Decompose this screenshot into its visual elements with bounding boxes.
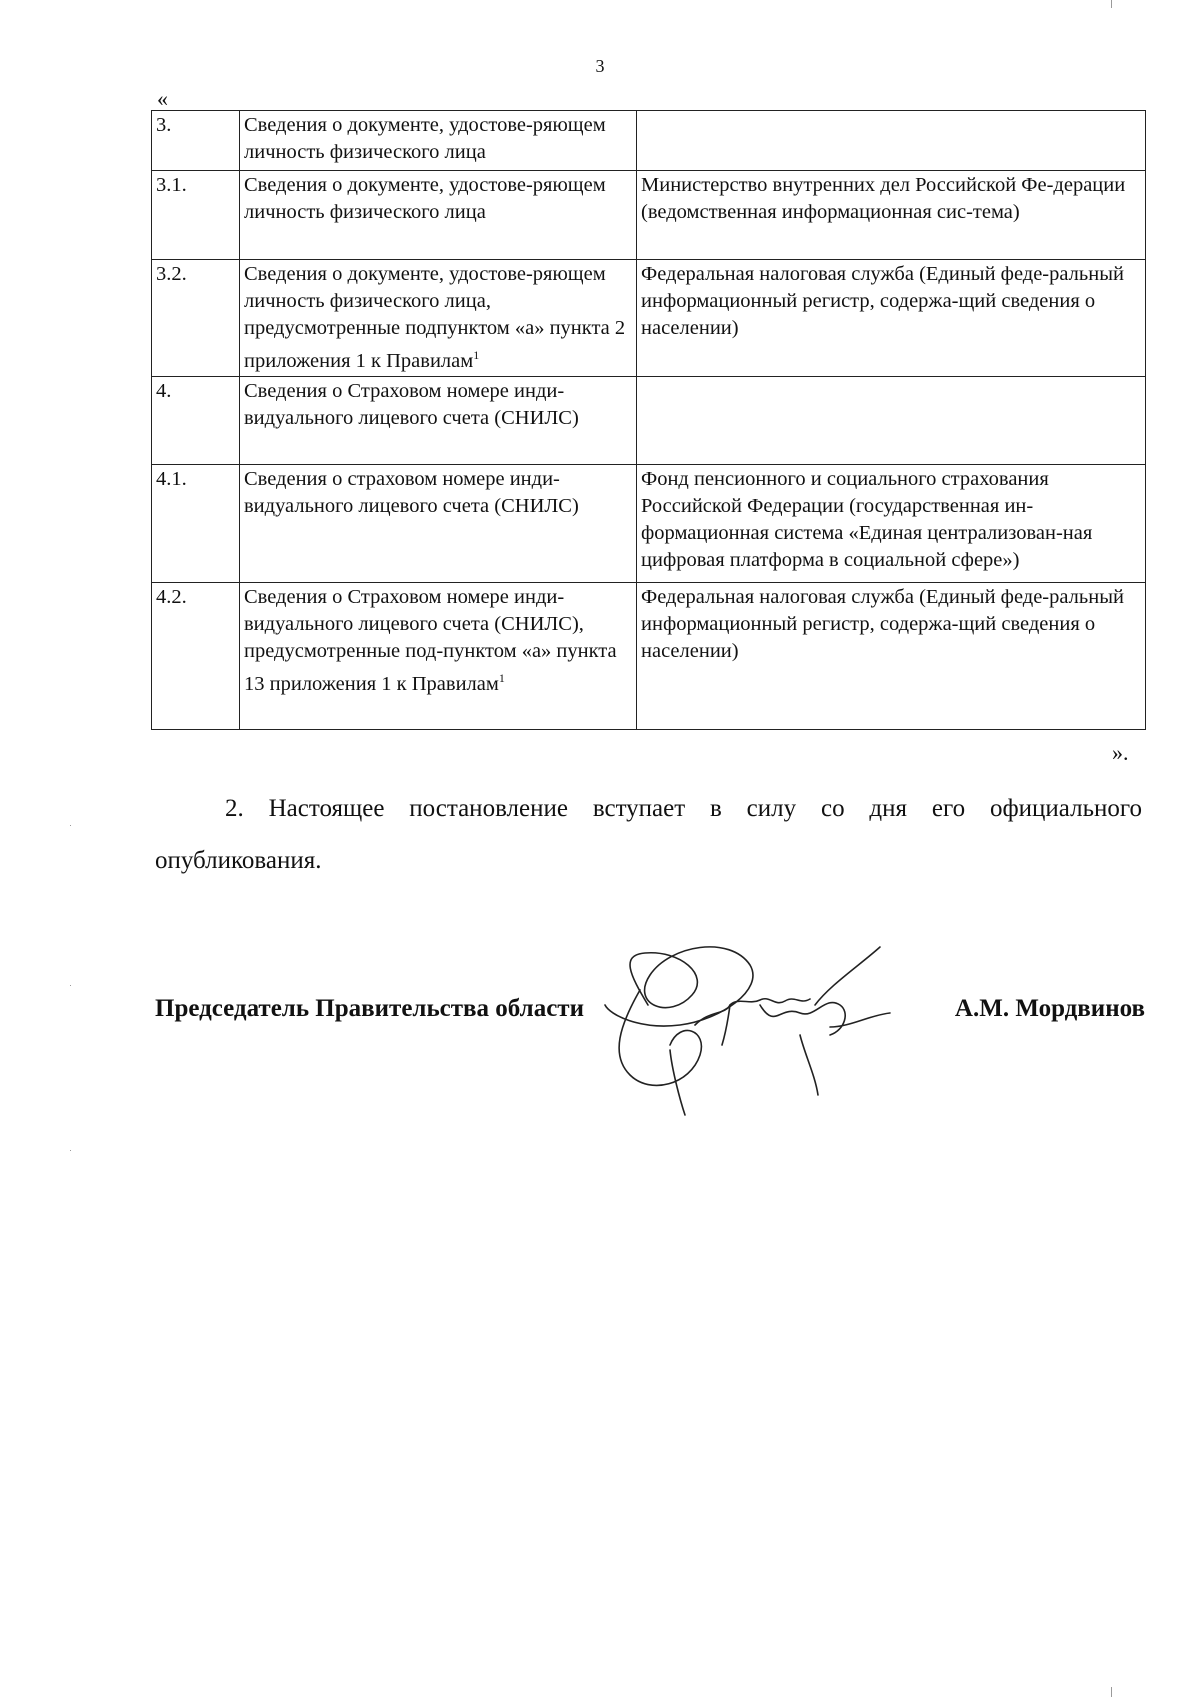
table-row — [152, 260, 1146, 377]
row-number: 3. — [152, 111, 240, 171]
page-number: 3 — [595, 56, 605, 76]
signer-title: Председатель Правительства области — [155, 995, 584, 1022]
handwritten-signature — [600, 935, 960, 1135]
effective-date-paragraph: 2. Настоящее постановление вступает в силу со дня его официального опубликования. — [155, 795, 1142, 874]
row-source — [637, 111, 1146, 171]
table-row — [152, 376, 1146, 464]
row-description: Сведения о документе, удостове-ряющем личность физического лица, предусмотренные подпунктом «а» пункта 2 приложения 1 к Правилам — [244, 263, 626, 372]
signer-name: А.М. Мордвинов — [954, 995, 1145, 1022]
row-number: 4. — [152, 376, 240, 464]
scan-mark — [70, 825, 71, 826]
row-number: 3.2. — [152, 260, 240, 377]
table-row — [152, 111, 1146, 171]
closing-quote: ». — [1112, 740, 1129, 765]
scan-mark — [70, 985, 71, 986]
footnote-marker: 1 — [473, 348, 480, 362]
opening-quote: « — [157, 86, 168, 111]
row-source: Фонд пенсионного и социального страхования Российской Федерации (государственная ин-формационная система «Единая централизован-ная цифровая платформа в социальной сфере») — [637, 464, 1146, 582]
row-description-cell — [240, 260, 637, 377]
table-row — [152, 582, 1146, 729]
row-description: Сведения о Страховом номере инди-видуального лицевого счета (СНИЛС) — [240, 376, 637, 464]
row-number: 3.1. — [152, 171, 240, 260]
table-row — [152, 464, 1146, 582]
row-description: Сведения о документе, удостове-ряющем личность физического лица — [240, 111, 637, 171]
table-row — [152, 171, 1146, 260]
row-source: Министерство внутренних дел Российской Фе-дерации (ведомственная информационная сис-тема) — [637, 171, 1146, 260]
row-description-cell — [240, 582, 637, 729]
scan-mark — [70, 1150, 71, 1151]
scan-mark — [1111, 0, 1112, 8]
data-sources-table — [151, 110, 1146, 730]
row-source: Федеральная налоговая служба (Единый феде-ральный информационный регистр, содержа-щий сведения о населении) — [637, 582, 1146, 729]
row-number: 4.1. — [152, 464, 240, 582]
scan-mark — [1111, 1687, 1112, 1697]
footnote-marker: 1 — [498, 670, 505, 685]
row-description: Сведения о документе, удостове-ряющем личность физического лица — [240, 171, 637, 260]
row-source: Федеральная налоговая служба (Единый феде-ральный информационный регистр, содержа-щий сведения о населении) — [637, 260, 1146, 377]
row-description: Сведения о страховом номере инди-видуального лицевого счета (СНИЛС) — [240, 464, 637, 582]
row-number: 4.2. — [152, 582, 240, 729]
row-description: Сведения о Страховом номере инди-видуального лицевого счета (СНИЛС), предусмотренные под-пунктом «а» пункта 13 приложения 1 к Правилам — [244, 585, 617, 695]
row-source — [637, 376, 1146, 464]
